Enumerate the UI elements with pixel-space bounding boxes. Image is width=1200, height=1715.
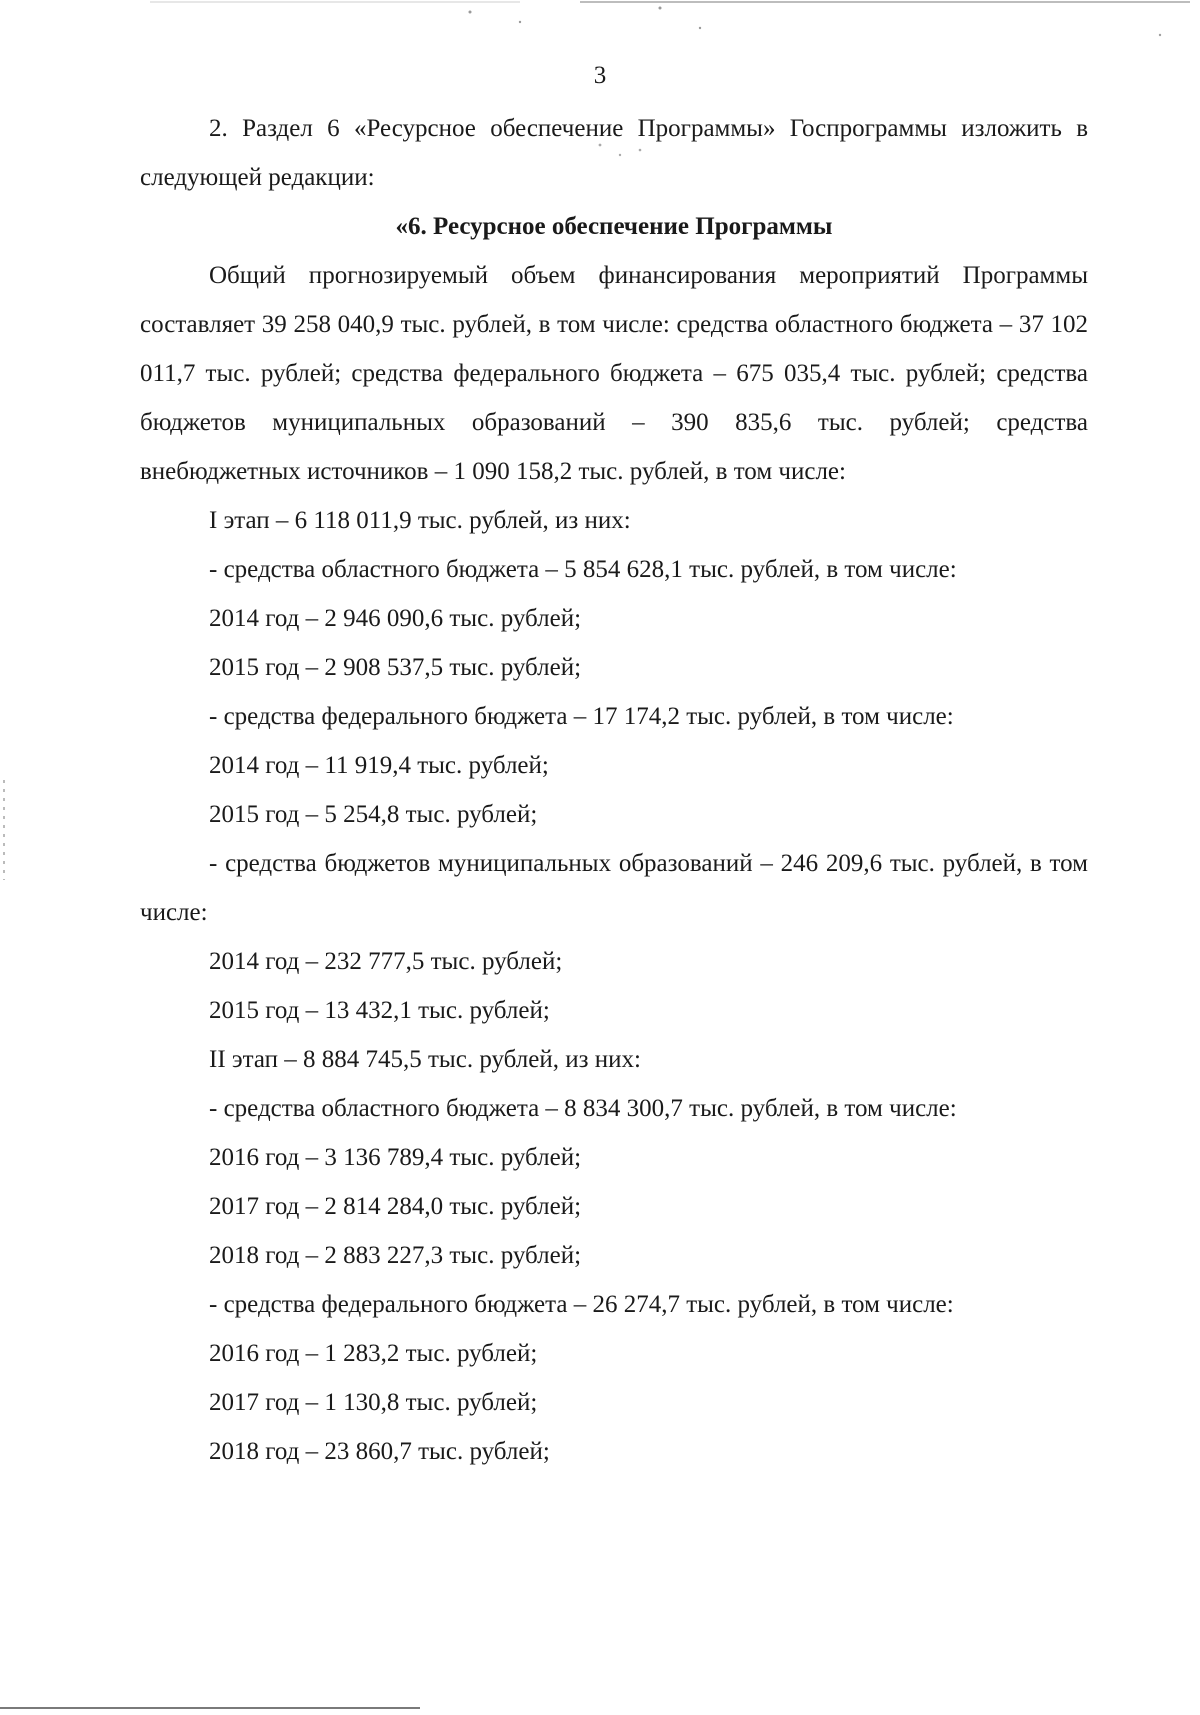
stage1-regional-year-line: 2015 год – 2 908 537,5 тыс. рублей;	[209, 654, 582, 681]
stage2-federal-year-line: 2017 год – 1 130,8 тыс. рублей;	[209, 1389, 538, 1416]
stage2-title: II этап – 8 884 745,5 тыс. рублей, из них:	[209, 1046, 641, 1073]
stage1-municipal-budget: - средства бюджетов муниципальных образований – 246 209,6 тыс. рублей, в том числе:	[140, 850, 1088, 926]
stage2-regional-year-line: 2017 год – 2 814 284,0 тыс. рублей;	[209, 1193, 582, 1220]
stage1-municipal-year-line: 2015 год – 13 432,1 тыс. рублей;	[209, 997, 550, 1024]
intro-paragraph: 2. Раздел 6 «Ресурсное обеспечение Программы» Госпрограммы изложить в следующей редакции:	[140, 115, 1088, 191]
stage2-federal-year-line: 2018 год – 23 860,7 тыс. рублей;	[209, 1438, 550, 1465]
stage2-regional-year-line: 2016 год – 3 136 789,4 тыс. рублей;	[209, 1144, 582, 1171]
stage2-regional-budget: - средства областного бюджета – 8 834 300,7 тыс. рублей, в том числе:	[209, 1095, 957, 1122]
page-number: 3	[593, 62, 607, 89]
stage1-regional-budget: - средства областного бюджета – 5 854 628,1 тыс. рублей, в том числе:	[209, 556, 957, 583]
stage1-federal-year-line: 2014 год – 11 919,4 тыс. рублей;	[209, 752, 549, 779]
total-funding-paragraph: Общий прогнозируемый объем финансирования мероприятий Программы составляет 39 258 040,9 тыс. рублей, в том числе: средства областного бюджета – 37 102 011,7 тыс. рублей; средства федерального бюджета – 675 035,4 тыс. рублей; средства бюджетов муниципальных образований – 390 835,6 тыс. рублей; средства внебюджетных источников – 1 090 158,2 тыс. рублей, в том числе:	[140, 262, 1088, 485]
stage2-federal-budget: - средства федерального бюджета – 26 274,7 тыс. рублей, в том числе:	[209, 1291, 954, 1318]
stage1-title: I этап – 6 118 011,9 тыс. рублей, из них:	[209, 507, 631, 534]
stage1-regional-year-line: 2014 год – 2 946 090,6 тыс. рублей;	[209, 605, 582, 632]
stage1-municipal-year-line: 2014 год – 232 777,5 тыс. рублей;	[209, 948, 563, 975]
document-body	[140, 104, 1088, 1476]
stage2-regional-year-line: 2018 год – 2 883 227,3 тыс. рублей;	[209, 1242, 582, 1269]
stage1-federal-budget: - средства федерального бюджета – 17 174,2 тыс. рублей, в том числе:	[209, 703, 954, 730]
stage1-federal-year-line: 2015 год – 5 254,8 тыс. рублей;	[209, 801, 538, 828]
section-heading: «6. Ресурсное обеспечение Программы	[395, 213, 833, 240]
stage2-federal-year-line: 2016 год – 1 283,2 тыс. рублей;	[209, 1340, 538, 1367]
